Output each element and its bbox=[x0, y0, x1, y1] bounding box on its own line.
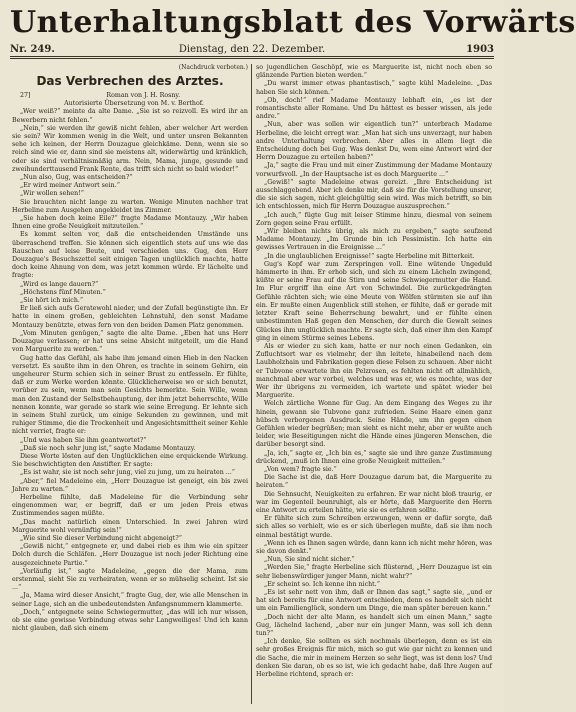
body-paragraph: Gug's Kopf war zum Zerspringen voll. Eine wütende Ungeduld hämmerte in ihm. Er erhob sich, und sich zu einem Lächeln zwingend, küßte er seine Frau auf die Stirn und seine Schwiegermutter die Hand. Im Flur ergriff ihn eine Art von Schwindel. Die zurückgedrängten Gefühle rächten sich; wie eine Meute von Wölfen stürmten sie auf ihn ein. Er mußte einen Augenblick still stehen, er fühlte, daß er gerade mit letzter Kraft seine Beherrschung bewahrt, und er fühlte einen unbestimmten Haß gegen den Menschen, der durch die Gewalt seines Glückes ihm unglücklich machte. Er sagte sich, daß einer ihm den Kampf ging in einem Stürme seines Lebens. bbox=[256, 260, 492, 342]
body-paragraph: „Gewiß!“ sagte Madeleine etwas gereizt. „Ihre Entscheidung ist ausschlaggebend. Aber ich denke mir, daß sie für die Vorstellung unsrer, die sie sich sagen, nicht gleichgültig sein wird. Was mich betrifft, so bin ich entschlossen, mich für Herrn Douzague auszusprechen.“ bbox=[256, 178, 492, 211]
body-paragraph: „Gewiß nicht,“ entgegnete er, und dabei rieb es ihm wie ein spitzer Dolch durch die Schläfen. „Herr Douzague ist noch jeder Richtung eine ausgezeichnete Partie.“ bbox=[12, 543, 248, 567]
body-paragraph: Sie brauchten nicht lange zu warten. Wenige Minuten nachher trat Herbeline zum Ausgehen angekleidet ins Zimmer. bbox=[12, 198, 248, 214]
body-paragraph: „Vom Minuten genügen,“ sagte die alte Dame. „Eben hat uns Herr Douzague verlassen; er hat uns seine Absicht mitgeteilt, um die Hand von Marguerite zu werben.“ bbox=[12, 329, 248, 354]
body-paragraph: „Ich auch,“ fügte Gug mit leiser Stimme hinzu, diesmal von seinem Zorn gegen seine Frau erfüllt. bbox=[256, 211, 492, 227]
body-paragraph: „Er scheint so. Ich kenne ihn nicht.“ bbox=[264, 580, 380, 588]
body-paragraph: so jugendlichen Geschöpf, wie es Marguerite ist, nicht noch eben so glänzende Partien bieten werden.“ bbox=[256, 64, 492, 80]
body-paragraph: „Ja, ich,“ sagte er, „Ich bin es,“ sagte sie und ihre ganze Zustimmung drückend, „muß ich Ihnen eine große Neuigkeit mitteilen.“ bbox=[256, 449, 492, 465]
issue-number: Nr. 249. bbox=[10, 44, 55, 55]
body-paragraph: Diese Worte lösten auf den Unglücklichen eine erquickende Wirkung. Sie beschwichtigten den Anstifter. Er sagte: bbox=[12, 452, 248, 469]
body-paragraph: „Nein,“ sie werden ihr gewiß nicht fehlen, aber welcher Art werden sie sein? Wir kommen wenig in die Welt, und unter unsren Bekannten sehe ich keinen, der Herrn Douzague gleichkäme. Denn, wenn sie so reich sind wie er, dann sind sie meistens alt, widerwärtig und kränklich, oder sie sind verhältnismäßig arm. Nein, Mama, junge, gesunde und zweihunderttausend Frank Rente, das trifft sich nicht so bald wieder!“ bbox=[12, 124, 248, 173]
body-paragraph: „Wird es lange dauern?“ bbox=[20, 280, 99, 288]
body-paragraph: „Wie sind Sie dieser Verbindung nicht abgeneigt?“ bbox=[20, 534, 182, 542]
article-byline bbox=[12, 92, 248, 100]
body-paragraph: „Das macht natürlich einen Unterschied. In zwei Jahren wird Marguerite wohl vernünftig sein!“ bbox=[12, 518, 248, 534]
body-paragraph: „Nun also, Gug, was entscheiden?“ bbox=[20, 174, 133, 182]
left-column bbox=[12, 64, 248, 704]
header-rule bbox=[10, 58, 494, 59]
body-paragraph: „Du warst immer etwas phantastisch,“ sagte kühl Madeleine. „Das haben Sie sich können.“ bbox=[256, 80, 492, 96]
masthead-title: Unterhaltungsblatt des Vorwärts bbox=[10, 5, 576, 40]
body-paragraph: „Nun, Sie sind nicht sicher.“ bbox=[264, 556, 355, 564]
body-paragraph: Als er wieder zu sich kam, hatte er nur noch einen Gedanken, ein Zufluchtsort war es vielmehr, der ihn leitete, hinabeilend nach dem Laubholzhain und Fabrikation gegen diese Felsen zu schauen. Aber nicht er Tubvone erwartete ihn ein Pelzrosen, es fehlten nicht oft allmählich, manchmal aber war vorbei, welches und was er, wie es mochte, was der Wer ihr übrigens zu vermeiden, ich wartete und spätet wieder bei Marguerite. bbox=[256, 342, 492, 400]
body-paragraph: „Vorläufig ist,“ sagte Madeleine, „gegen die der Mama, zum erstenmal, sieht Sie zu verheiraten, wenn er so mühselig scheint. Ist sie ...“ bbox=[12, 567, 248, 592]
body-paragraph: „Daß sie noch sehr jung ist,“ sagte Madame Montauzy. bbox=[20, 444, 196, 452]
body-paragraph: Gug hatte das Gefühl, als habe ihm jemand einen Hieb in den Nacken versetzt. Es saußte ihm in den Ohren, es trachte in seinem Gehirn, ein ungeheurer Sturm schien sich in seiner Brust zu entfesseln. Er fühlte, daß er zum Werke werden könnte. Glücklicherweise wo er sich benutzt, vorüber zu sein, wenn man sein Gesichts bemerkte. Sein Wille, wenn man den Zustand der Selbstbehauptung, der ihm jetzt beherrschte, Wille nennen konnte, war gerade so stark wie seine Erregung. Er lehnte sich in seinem Stuhl zurück, um einige Sekunden zu gewinnen, und mit ruhiger Stimme, die die Trockenheit und Angesichtsmittheit seiner Kehle nicht verriet, fragte er: bbox=[12, 354, 248, 436]
body-paragraph: „Sie hört ich mich.“ bbox=[20, 297, 84, 305]
translation-note: Autorisierte Übersetzung von M. v. Berthof. bbox=[64, 100, 204, 108]
dateline bbox=[10, 44, 494, 57]
body-paragraph: „Es ist wahr, sie ist noch sehr jung, viel zu jung, um zu heiraten ...“ bbox=[20, 469, 235, 477]
body-paragraph: „Ja,“ sagte die Frau und mit einer Zustimmung der Madame Montauzy vorwurfsvoll. „In der Hauptsache ist es doch Marguerite ...“ bbox=[256, 162, 492, 178]
body-paragraph: „Wer weiß?“ meinte da alte Dame. „Sie ist so reizvoll. Es wird ihr an Bewerbern nicht fehlen.“ bbox=[12, 108, 248, 124]
body-paragraph: „Ich denke, Sie sollten es sich nochmals überlegen, denn es ist ein sehr großes Ereignis für mich, mich so gut wie gar nicht zu kennen und die Sache, die mir in meinem Herzen so sehr liegt, was ist denn los? Und denken Sie daran, ob es so ist, wie ich gedacht habe, daß Ihre Augen auf Herbeline richtend, sprach er: bbox=[256, 638, 492, 679]
body-paragraph: „Und was haben Sie ihm geantwortet?“ bbox=[20, 436, 147, 444]
body-paragraph: „Aber,“ fiel Madeleine ein, „Herr Douzague ist geneigt, ein bis zwei Jahre zu warten.“ bbox=[12, 477, 248, 493]
installment-number: 27] bbox=[20, 92, 31, 99]
body-paragraph: „Doch nicht der alte Mann, es handelt sich um einen Mann,“ sagte Gug, lächelnd lachend, „aber nur ein junger Mann, was soll ich denn tun?“ bbox=[256, 613, 492, 638]
issue-date: Dienstag, den 22. Dezember. bbox=[178, 44, 326, 55]
body-paragraph: „Doch,“ entgegnete seine Schwiegermutter, „das will ich nur wissen, ob sie eine gewisse Verbindung etwas sehr Langweiliges! Und ich kann nicht glauben, daß sich einem bbox=[12, 608, 248, 633]
body-paragraph: Die Sache ist die, daß Herr Douzague darum bat, die Marguerite zu heiraten.“ bbox=[256, 474, 492, 490]
body-paragraph: „Werden Sie,“ fragte Herbeline sich flüsternd, „Herr Douzague ist ein sehr liebenswürdiger junger Mann, nicht wahr?“ bbox=[256, 564, 492, 580]
body-paragraph: Welch zärtliche Wonne für Gug. An dem Eingang des Weges zu ihr hinein, gewann sie Tubvone ganz zufrieden. Seine Haare einen ganz hübsch verborgenen Ausdruck. Seine Hände, um ihn gegen einen Gefühlen wieder begrüßen; man sieht es nicht mehr, aber er wußte auch leider, wie Beseitigungen nicht die Hände eines jüngeren Menschen, die darüber besorgt sind. bbox=[256, 400, 492, 449]
body-paragraph: „Ja, Mama wird dieser Ansicht,“ fragte Gug, der, wie alle Menschen in seiner Lage, sich an die unbedeutendsten Anfangsnummern klammerte. bbox=[12, 592, 248, 608]
article-title: Das Verbrechen des Arztes. bbox=[36, 74, 224, 88]
body-paragraph: „Wir bleiben nichts übrig, als mich zu ergeben,“ sagte seufzend Madame Montauzy. „Im Grunde bin ich Pessimistin. Ich hatte ein gewisses Vertrauen in die Ereignisse ...“ bbox=[256, 228, 492, 252]
body-paragraph: „Er wird meiner Antwort sein.“ bbox=[20, 182, 120, 190]
body-paragraph: Die Sehnsucht, Neuigkeiten zu erfahren. Er war nicht bloß traurig, er war im Gegenteil beunruhigt, als er hörte, daß Marguerite den Herrn eine Antwort zu erteilen hätte, wie sie es erfahren sollte. bbox=[256, 490, 492, 514]
column-divider bbox=[251, 64, 252, 704]
body-paragraph: Es kommt selten vor, daß die entscheidenden Umstände uns überraschend treffen. Sie können sich eigentlich stets auf uns wie das Rauschen auf leise Beute, und verschieden uns. Gug, den Herr Douzague's Besuchszettel seit einigen Tagen unglücklich machte, hatte doch keine Ahnung von dem, was jetzt kommen würde. Er lächelte und fragte: bbox=[12, 231, 248, 280]
reprint-notice: (Nachdruck verboten.) bbox=[178, 64, 248, 71]
body-paragraph: Er fühlte sich zum Schreiben erzwungen, wenn er dafür sorgte, daß sich alles so verhielt, wie es er sich überlegen mußte, daß sie ihm noch einmal bestätigt wurde. bbox=[256, 515, 492, 539]
body-paragraph: „Nun, aber was sollen wir eigentlich tun?“ unterbrach Madame Herbeline, die leicht erregt war. „Man hat sich uns unverzagt, nur haben andre Unterhaltung verbrochen. Aber alles in allem liegt die Entscheidung doch bei Gug. Was denkst Du, wem eine Antwort wird der Herrn Douzague zu erteilen haben?“ bbox=[256, 121, 492, 162]
body-paragraph: „In die unglaublichen Ereignisse!“ sagte Herbeline mit Bitterkeit. bbox=[264, 252, 475, 260]
issue-year: 1903 bbox=[466, 44, 494, 55]
body-paragraph: „Sie haben doch keine Eile?“ fragte Madame Montauzy. „Wir haben Ihnen eine große Neuigkeit mitzuteilen.“ bbox=[12, 215, 248, 231]
body-paragraph: „Wenn ich es Ihnen sagen würde, dann kann ich nicht mehr hören, was sie davon denkt.“ bbox=[256, 539, 492, 555]
author-line: Roman von J. H. Rosny. bbox=[106, 92, 181, 99]
body-paragraph: „Es ist sehr nett von ihm, daß er Ihnen das sagt,“ sagte sie, „und er hat sich bereits für eine Antwort entschieden, denn es handelt sich nicht um ein Familienglück, sondern um Dinge, die man später bereuen kann.“ bbox=[256, 589, 492, 613]
body-paragraph: Er ließ sich aufs Geratewohl nieder, und der Zufall begünstigte ihn. Er hatte in einem großen, gebleichten Lehnstuhl, den sonst Madame Montauzy benützte, etwas fern von den beiden Damen Platz genommen. bbox=[12, 305, 248, 329]
body-paragraph: Herbeline fühlte, daß Madeleine für die Verbindung sehr eingenommen war, er begriff, daß er um jeden Preis etwas Zustimmendes sagen müßte. bbox=[12, 493, 248, 518]
body-paragraph: „Höchstens fünf Minuten.“ bbox=[20, 288, 106, 296]
body-paragraph: „Wir wollen sehen!“ bbox=[20, 190, 84, 198]
right-column bbox=[256, 64, 492, 704]
body-paragraph: „Von wem? fragte sie.“ bbox=[264, 465, 337, 473]
body-paragraph: „Ob, doch!“ rief Madame Montauzy lebhaft ein, „es ist der romantischste aller Romane. Und Du hättest es besser wissen, als jede andre.“ bbox=[256, 96, 492, 121]
